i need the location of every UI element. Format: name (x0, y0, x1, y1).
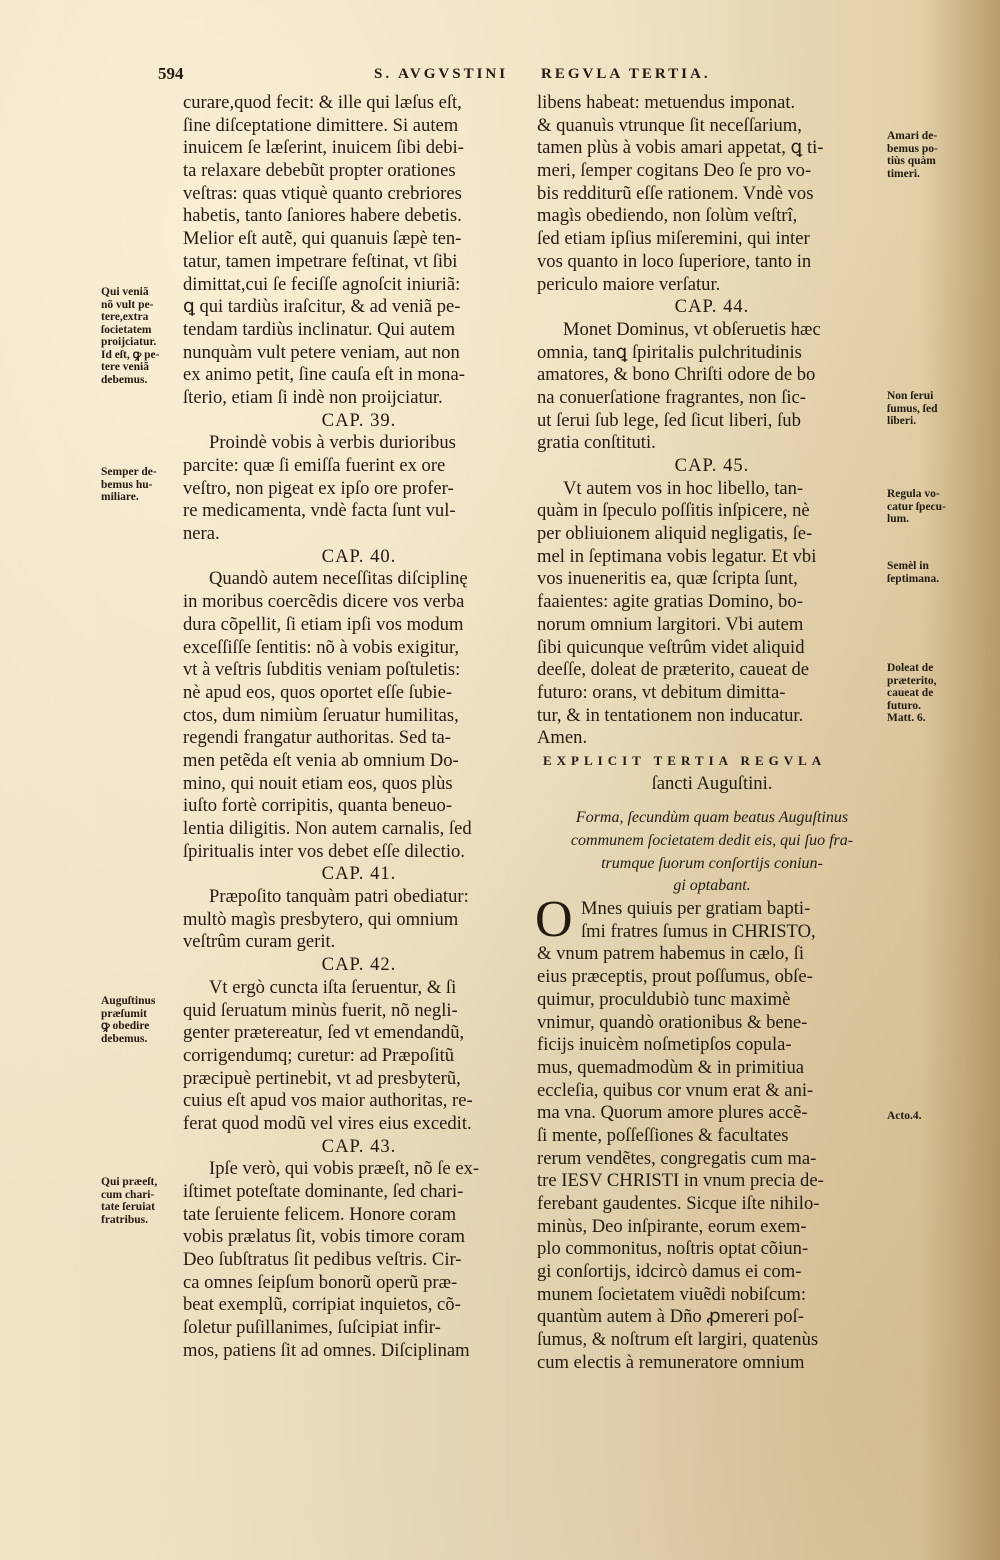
text-line: Quandò autem neceſſitas diſciplinę (209, 568, 468, 590)
text-line: ſine diſceptatione dimittere. Si autem (183, 114, 459, 136)
text-line: ficijs inuicèm noſmetipſos copula- (537, 1034, 792, 1056)
text-line: ta relaxare debebũt propter orationes (183, 160, 456, 182)
text-line: dura cõpellit, ſi etiam ipſi vos modum (183, 613, 464, 635)
text-line: mel in ſeptimana vobis legatur. Et vbi (537, 545, 817, 567)
margin-note: Semper de- bemus hu- miliare. (101, 466, 157, 503)
text-line: Amen. (537, 727, 588, 749)
text-line: quid ſeruatum minùs fuerit, nõ negli- (183, 999, 458, 1021)
text-line: ctos, dum nimiùm ſeruatur humilitas, (183, 704, 459, 726)
text-line: tamen plùs à vobis amari appetat, ꝗ ti- (537, 137, 824, 159)
text-line: omnia, tanꝗ ſpiritalis pulchritudinis (537, 341, 802, 363)
text-line: ferat quod modũ vel vires eius excedit. (183, 1112, 472, 1134)
chapter-heading: CAP. 43. (321, 1135, 397, 1157)
text-line: men petẽda eſt venia ab omnium Do- (183, 749, 459, 771)
text-line: eccleſia, quibus cor vnum erat & ani- (537, 1079, 814, 1101)
text-line: ſed etiam ipſius miſeremini, qui inter (537, 228, 810, 250)
text-line: habetis, tanto ſaniores habere debetis. (183, 205, 462, 227)
text-line: rerum vendẽtes, congregatis cum ma- (537, 1147, 817, 1169)
text-line: genter prætereatur, ſed vt emendandũ, (183, 1022, 465, 1044)
text-line: deeſſe, doleat de præterito, caueat de (537, 659, 810, 681)
text-line: vt à veſtris ſubditis veniam poſtuletis: (183, 659, 461, 681)
text-line: munem ſocietatem viuẽdi nobiſcum: (537, 1283, 807, 1305)
text-line: ſmi fratres ſumus in CHRISTO, (581, 920, 816, 942)
text-line: libens habeat: metuendus imponat. (537, 92, 796, 113)
text-line: vos quanto in loco ſuperiore, tanto in (537, 250, 812, 272)
text-line: ſibi quicunque veſtrûm videt aliquid (537, 636, 805, 658)
margin-note: Regula vo- catur ſpecu- lum. (887, 488, 946, 525)
text-line: præcipuè pertinebit, vt ad presbyterũ, (183, 1067, 461, 1089)
text-line: eius præceptis, prout poſſumus, obſe- (537, 966, 813, 988)
text-line: magìs obediendo, non ſolùm veſtrî, (537, 205, 798, 227)
text-line: Deo ſubſtratus ſit pedibus veſtris. Cir- (183, 1249, 462, 1271)
text-line: iuſto fortè corripitis, quanta beneuo- (183, 795, 453, 817)
text-line: ſterio, etiam ſi indè non proijciatur. (183, 386, 443, 408)
text-line: nunquàm vult petere veniam, aut non (183, 341, 460, 363)
text-line: cuius eſt apud vos maior authoritas, re- (183, 1090, 473, 1112)
text-line: Proindè vobis à verbis durioribus (209, 432, 456, 454)
text-line: & quanuìs vtrunque ſit neceſſarium, (537, 114, 802, 136)
text-line: re medicamenta, vndè facta ſunt vul- (183, 500, 456, 522)
text-line: lentia diligitis. Non autem carnalis, ſed (183, 818, 472, 839)
text-line: gratia conſtituti. (537, 432, 656, 454)
text-line: ma vna. Quorum amore plures accẽ- (537, 1102, 808, 1124)
text-line: faaientes: agite gratias Domino, bo- (537, 591, 803, 613)
text-line-content: Mnes quiuis per gratiam bapti- (581, 898, 811, 920)
text-line: curare,quod fecit: & ille qui læſus eſt, (183, 92, 462, 113)
text-line: ca omnes ſeipſum bonorũ operũ præ- (183, 1271, 458, 1293)
drop-cap: O (535, 891, 573, 949)
margin-note: Non ſerui ſumus, ſed liberi. (887, 390, 938, 427)
text-line: corrigendumq; curetur: ad Præpoſitũ (183, 1044, 455, 1066)
text-line: beat exemplũ, corripiat inquietos, cõ- (183, 1294, 461, 1316)
text-line: quàm in ſpeculo poſſitis inſpicere, nè (537, 500, 810, 522)
chapter-heading: CAP. 41. (321, 863, 397, 885)
text-line: tate ſeruiente felicem. Honore coram (183, 1203, 457, 1225)
text-line: amatores, & bono Chriſti odore de bo (537, 364, 816, 386)
text-line: nè apud eos, quos oportet eſſe ſubie- (183, 681, 453, 703)
margin-note: Qui veniã nõ vult pe- tere,extra ſocietatem proijciatur. Id eſt, ꝙ pe- tere veniã debemus. (101, 286, 160, 386)
margin-note: Auguſtinus præſumit ꝙ obedire debemus. (101, 995, 156, 1045)
text-line: in moribus coercẽdis dicere vos verba (183, 591, 465, 613)
text-line: iſtimet poteſtate dominante, ſed chari- (183, 1181, 464, 1202)
text-line: bis redditurũ eſſe rationem. Vndè vos (537, 182, 814, 204)
text-line: mos, patiens ſit ad omnes. Diſciplinam (183, 1339, 470, 1361)
text-line: multò magìs presbytero, qui omnium (183, 908, 459, 930)
chapter-heading: CAP. 40. (321, 545, 397, 567)
text-line: & vnum patrem habemus in cælo, ſi (537, 943, 804, 965)
form-title-line: trumque ſuorum conſortijs coniun- (601, 854, 823, 872)
explicit-heading: EXPLICIT TERTIA REGVLA (543, 752, 827, 768)
margin-note: Semèl in ſeptimana. (887, 560, 940, 585)
text-line: ꝗ qui tardiùs iraſcitur, & ad veniã pe- (183, 296, 461, 318)
text-line: ferebant gaudentes. Sicque iſte nihilo- (537, 1193, 820, 1214)
text-line: tendam tardiùs inclinatur. Qui autem (183, 318, 456, 340)
text-line: Præpoſito tanquàm patri obediatur: (209, 886, 469, 908)
text-line: Melior eſt autẽ, qui quanuis ſæpè ten- (183, 228, 462, 250)
running-title-left: S. AVGVSTINI (374, 66, 509, 82)
text-line: futuro: orans, vt debitum dimitta- (537, 681, 786, 703)
text-line: minùs, Deo inſpirante, eorum exem- (537, 1215, 807, 1237)
text-line: quantùm autem à Dño ꝓmereri poſ- (537, 1306, 804, 1328)
margin-note: Qui præeſt, cum chari- tate ſeruiat fratribus. (101, 1176, 158, 1226)
form-title-line: gi optabant. (673, 877, 751, 895)
margin-note: Doleat de præterito, caueat de futuro. Matt. 6. (887, 662, 937, 724)
text-line: veſtro, non pigeat ex ipſo ore profer- (183, 477, 454, 499)
text-line: ſumus, & noſtrum eſt largiri, quatenùs (537, 1329, 819, 1351)
text-line: parcite: quæ ſi emiſſa fuerint ex ore (183, 455, 446, 476)
explicit-subheading: ſancti Auguſtini. (651, 772, 773, 794)
text-line: mus, quemadmodùm & in primitiua (537, 1056, 805, 1078)
text-line: cum electis à remuneratore omnium (537, 1351, 805, 1373)
text-line: plo commonitus, noſtris optat cõiun- (537, 1238, 809, 1260)
text-line: ſoletur puſillanimes, ſuſcipiat infir- (183, 1317, 441, 1339)
text-line: Vt ergò cuncta iſta ſeruentur, & ſi (209, 976, 457, 998)
margin-note: Acto.4. (887, 1110, 922, 1122)
text-line: periculo maiore verſatur. (537, 273, 721, 295)
text-line: quimur, proculdubiò tunc maximè (537, 988, 791, 1010)
text-line: tur, & in tentationem non inducatur. (537, 704, 804, 726)
text-line: veſtras: quas vtiquè quanto crebriores (183, 182, 462, 204)
section-gap (537, 795, 887, 807)
text-line: Vt autem vos in hoc libello, tan- (563, 477, 804, 499)
text-line: exceſſiſſe ſentitis: nõ à vobis exigitur, (183, 636, 460, 658)
form-title-line: Forma, ſecundùm quam beatus Auguſtinus (575, 809, 849, 827)
text-line: meri, ſemper cogitans Deo ſe pro vo- (537, 160, 812, 182)
text-line: vos inueneritis ea, quæ ſcripta ſunt, (537, 568, 798, 590)
text-line: norum omnium largitori. Vbi autem (537, 613, 804, 635)
form-title-line: communem ſocietatem dedit eis, qui ſuo fra- (570, 832, 854, 849)
text-line: gi conſortijs, idcircò damus ei com- (537, 1261, 802, 1283)
text-line: vnimur, quandò orationibus & bene- (537, 1011, 808, 1033)
text-line: vobis prælatus ſit, vobis timore coram (183, 1226, 465, 1248)
text-line: per obliuionem aliquid negligatis, ſe- (537, 523, 813, 545)
text-line: mino, qui nouit etiam eos, quos plùs (183, 772, 453, 794)
running-title-right: REGVLA TERTIA. (541, 66, 711, 82)
running-header (0, 62, 1000, 86)
text-line: ut ſerui ſub lege, ſed ſicut liberi, ſub (537, 409, 801, 431)
right-text-column (537, 92, 887, 1375)
chapter-heading: CAP. 39. (321, 409, 397, 431)
text-line: ex animo petit, ſine cauſa eſt in mona- (183, 364, 465, 386)
text-line: tre IESV CHRISTI in vnum precia de- (537, 1170, 824, 1192)
chapter-heading: CAP. 42. (321, 954, 397, 976)
margin-note: Amari de- bemus po- tiùs quàm timeri. (887, 130, 938, 180)
page-number: 594 (158, 64, 184, 83)
text-line: ſpiritualis inter vos debet eſſe dilectio. (183, 840, 465, 862)
text-line: Ipſe verò, qui vobis præeſt, nõ ſe ex- (209, 1158, 480, 1180)
text-line: na conuerſatione fragrantes, non ſic- (537, 386, 806, 408)
left-text-column (183, 92, 535, 1363)
text-line: nera. (183, 523, 220, 545)
text-line: ſi mente, poſſeſſiones & facultates (537, 1124, 789, 1146)
chapter-heading: CAP. 45. (674, 455, 750, 476)
text-line: tatur, tamen impetrare feſtinat, vt ſibi (183, 250, 458, 272)
text-line: Monet Dominus, vt obſeruetis hæc (563, 318, 821, 340)
text-line: inuicem ſe læſerint, inuicem ſibi debi- (183, 137, 464, 159)
text-line: regendi frangatur authoritas. Sed ta- (183, 727, 451, 749)
text-line: dimittat,cui ſe feciſſe agnoſcit iniuriã: (183, 273, 461, 295)
chapter-heading: CAP. 44. (674, 296, 750, 318)
text-line: veſtrûm curam gerit. (183, 931, 336, 953)
